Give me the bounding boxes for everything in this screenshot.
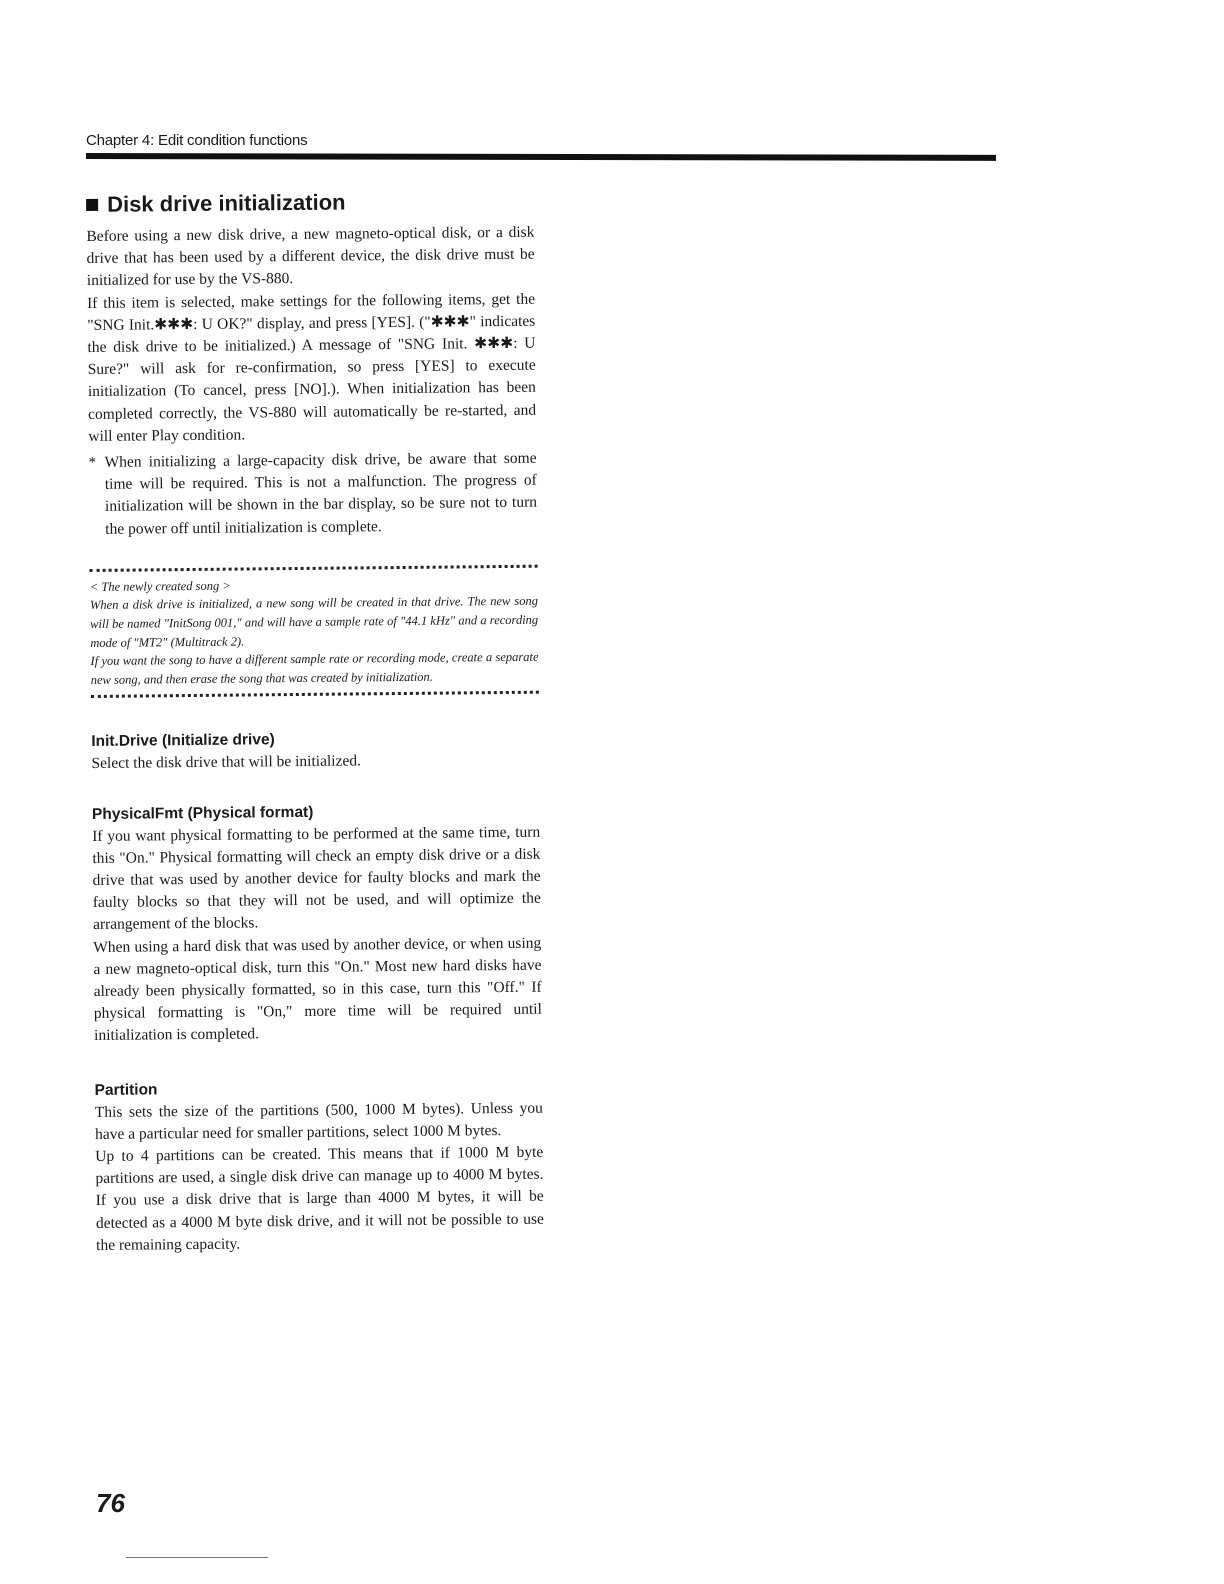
- note-paragraph-2: If you want the song to have a different sample rate or recording mode, create a separate new song, and then erase the song that was created by initialization.: [90, 649, 539, 687]
- intro-paragraph-1: Before using a new disk drive, a new magneto-optical disk, or a disk drive that has been used by a different device, the disk drive must be initialized for use by the VS-880.: [86, 223, 535, 290]
- square-bullet-icon: [86, 199, 98, 211]
- param-init-drive: [91, 727, 539, 776]
- param-partition: [95, 1075, 545, 1257]
- note-title: < The newly created song >: [89, 578, 231, 594]
- param-heading: Partition: [94, 1080, 158, 1099]
- note-paragraph-1: When a disk drive is initialized, a new song will be created in that drive. The new song will be named "InitSong 001," and will have a sample rate of "44.1 kHz" and a recording mode of "MT2" (Multitrack 2).: [89, 594, 539, 650]
- param-paragraph: When using a hard disk that was used by another device, or when using a new magneto-optical disk, turn this "On." Most new hard disks have already been physically formatted, so in this case, turn this "Off." If physical formatting is "On," more time will be required until initialization is completed.: [93, 934, 542, 1045]
- caution-text: When initializing a large-capacity disk drive, be aware that some time will be required. This is not a malfunction. The progress of initialization will be shown in the bar display, so be sure not to turn the power off until initialization is complete.: [104, 449, 538, 538]
- main-content: [86, 188, 544, 1257]
- param-paragraph: Select the disk drive that will be initialized.: [91, 752, 362, 773]
- param-paragraph: If you want physical formatting to be performed at the same time, turn this "On." Physical formatting will check an empty disk drive or a disk drive that was used by another device for faulty blocks and mark the faulty blocks so that they will not be used, and will optimize the arrangement of the blocks.: [92, 823, 541, 934]
- param-paragraph: This sets the size of the partitions (500, 1000 M bytes). Unless you have a particular need for smaller partitions, select 1000 M bytes.: [94, 1099, 543, 1143]
- section-title: Disk drive initialization: [106, 189, 346, 217]
- caution-bullet: [88, 448, 537, 541]
- param-paragraph: Up to 4 partitions can be created. This means that if 1000 M byte partitions are used, a single disk drive can manage up to 4000 M bytes. If you use a disk drive that is large than 4000 M bytes, it will be detected as a 4000 M byte disk drive, and it will not be possible to use the remaining capacity.: [95, 1143, 544, 1254]
- intro-paragraph-2: If this item is selected, make settings for the following items, get the "SNG Init.✱✱✱: U OK?" display, and press [YES]. ("✱✱✱" indicates the disk drive to be initialized.) A message of "SNG Init. ✱✱✱: U Sure?" will ask for re-confirmation, so press [YES] to execute initialization (To cancel, press [NO].). When initialization has been completed correctly, the VS-880 will automatically be re-started, and will enter Play condition.: [86, 290, 537, 445]
- note-box: [90, 565, 539, 699]
- param-physical-format: [92, 799, 542, 1047]
- param-heading: Init.Drive (Initialize drive): [91, 731, 275, 751]
- param-heading: PhysicalFmt (Physical format): [91, 803, 314, 823]
- page-number: 76: [96, 1488, 125, 1518]
- chapter-header: Chapter 4: Edit condition functions: [86, 132, 308, 149]
- footer-line: [126, 1557, 268, 1558]
- section-heading: [86, 188, 534, 218]
- header-rule: [86, 153, 996, 161]
- bullet-mark: *: [88, 454, 97, 472]
